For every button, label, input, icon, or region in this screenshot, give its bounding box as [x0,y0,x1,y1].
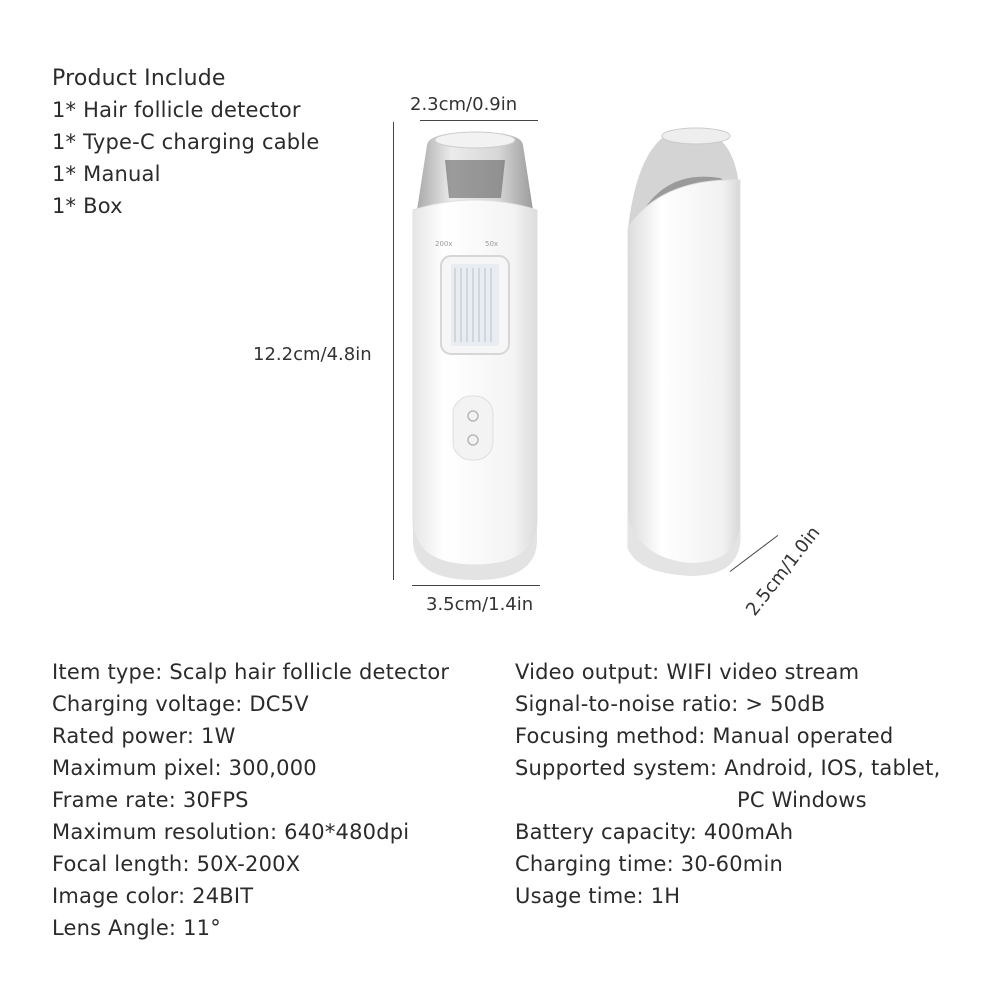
device-front-image [405,120,555,590]
dimension-line-height [393,122,394,580]
device-side-image [620,118,760,588]
dimension-depth: 2.5cm/1.0in [742,522,825,620]
include-item: 1* Manual [52,162,161,186]
include-item: 1* Hair follicle detector [52,98,301,122]
spec-item: Supported system: Android, IOS, tablet, [515,756,941,780]
spec-item: Video output: WIFI video stream [515,660,860,684]
mark-200x: 200x [435,240,453,248]
spec-item: PC Windows [737,788,867,812]
spec-item: Maximum resolution: 640*480dpi [52,820,410,844]
spec-item: Lens Angle: 11° [52,916,221,940]
spec-item: Signal-to-noise ratio: > 50dB [515,692,826,716]
spec-item: Charging time: 30-60min [515,852,784,876]
spec-item: Item type: Scalp hair follicle detector [52,660,450,684]
mark-50x: 50x [485,240,499,248]
dimension-top-width: 2.3cm/0.9in [410,94,518,115]
include-item: 1* Box [52,194,123,218]
spec-item: Rated power: 1W [52,724,236,748]
spec-item: Charging voltage: DC5V [52,692,309,716]
spec-item: Maximum pixel: 300,000 [52,756,317,780]
dimension-height: 12.2cm/4.8in [253,344,372,365]
dimension-bottom-width: 3.5cm/1.4in [426,594,534,615]
spec-item: Frame rate: 30FPS [52,788,249,812]
spec-item: Battery capacity: 400mAh [515,820,794,844]
include-item: 1* Type-C charging cable [52,130,320,154]
spec-item: Focusing method: Manual operated [515,724,894,748]
spec-item: Focal length: 50X-200X [52,852,301,876]
include-title: Product Include [52,66,226,91]
spec-item: Image color: 24BIT [52,884,254,908]
spec-item: Usage time: 1H [515,884,681,908]
